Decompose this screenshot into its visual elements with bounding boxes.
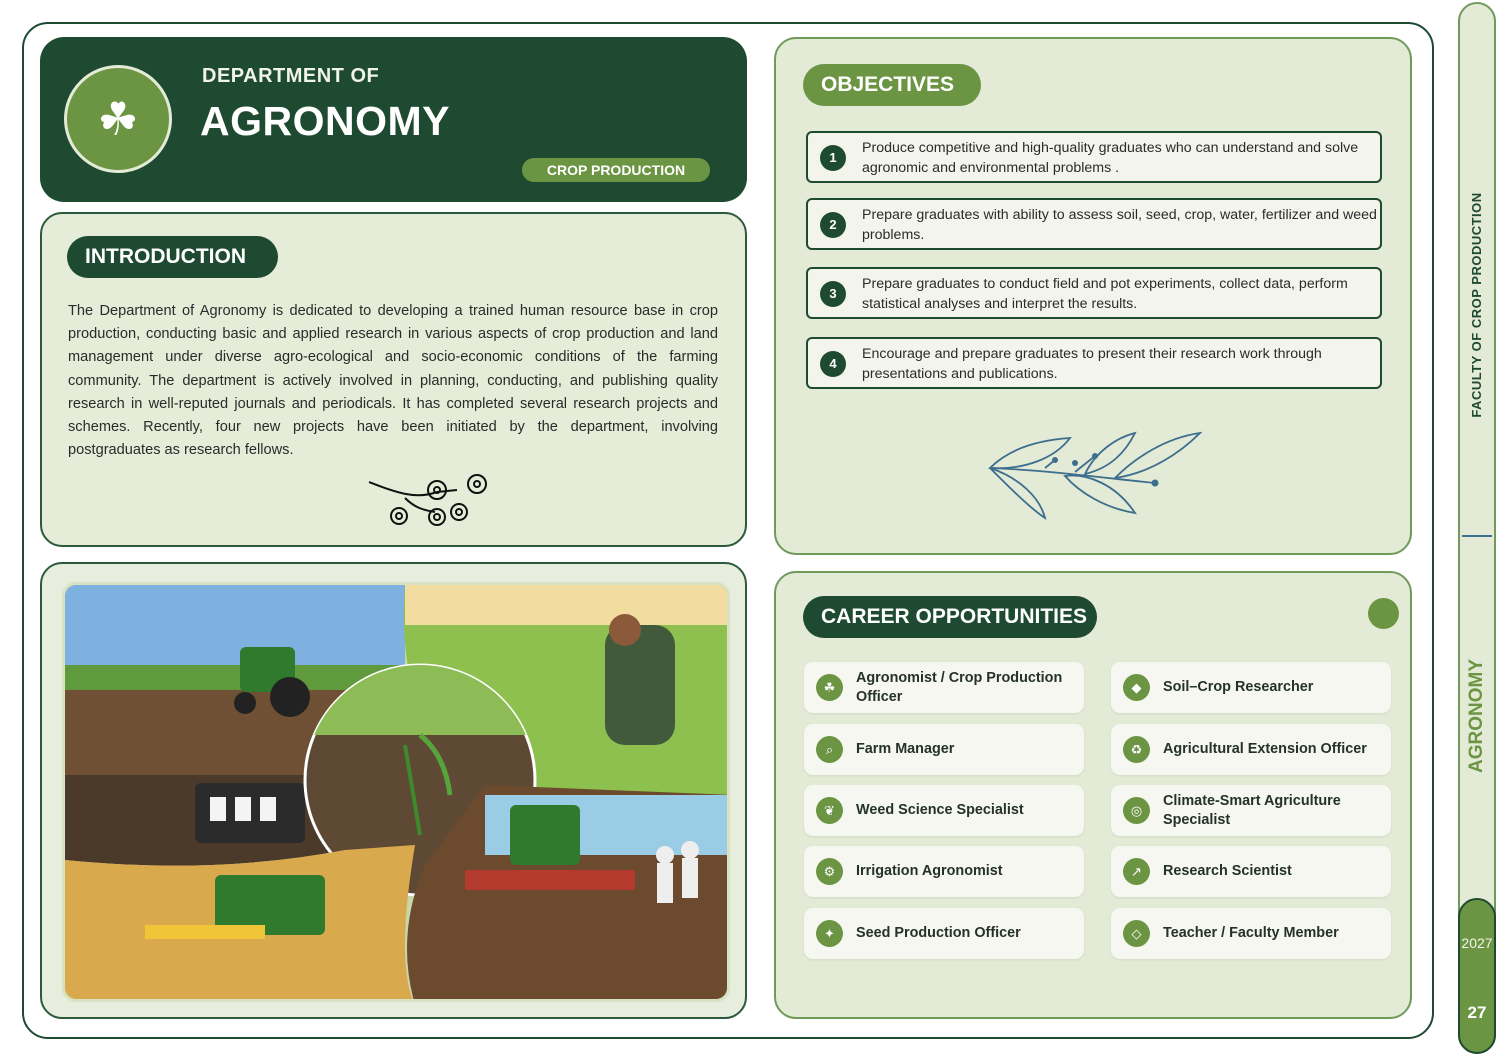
year-label: 2027	[1461, 935, 1493, 951]
career-label: Teacher / Faculty Member	[1163, 925, 1339, 941]
leaf-branch-icon	[985, 428, 1210, 523]
career-card	[1111, 662, 1391, 713]
recycle-icon: ♻	[1123, 736, 1150, 763]
leaf-icon: ❦	[816, 797, 843, 824]
objective-item	[806, 198, 1382, 250]
diamond-outline-icon: ◇	[1123, 920, 1150, 947]
target-icon: ◎	[1123, 797, 1150, 824]
career-card	[1111, 785, 1391, 836]
page-tab	[1458, 898, 1496, 1054]
page-number: 27	[1467, 1003, 1487, 1022]
department-name: AGRONOMY	[200, 98, 450, 144]
objective-item	[806, 267, 1382, 319]
objective-item	[806, 131, 1382, 183]
career-card	[804, 724, 1084, 775]
objective-number: 1	[820, 145, 846, 171]
career-label: Seed Production Officer	[856, 925, 1021, 941]
career-label: Irrigation Agronomist	[856, 863, 1003, 879]
star-icon: ✦	[816, 920, 843, 947]
career-label: Research Scientist	[1163, 863, 1292, 879]
career-label: Weed Science Specialist	[856, 802, 1024, 818]
objective-text: Encourage and prepare graduates to present their research work through presentations and publications.	[862, 346, 1322, 382]
objective-number: 2	[820, 212, 846, 238]
career-card	[1111, 724, 1391, 775]
careers-title: CAREER OPPORTUNITIES	[803, 596, 1097, 638]
career-label: Farm Manager	[856, 741, 955, 757]
gear-icon: ⚙	[816, 858, 843, 885]
objective-text: Produce competitive and high-quality graduates who can understand and solve agronomic and environmental problems .	[862, 140, 1359, 176]
introduction-title: INTRODUCTION	[67, 236, 278, 278]
career-label: Soil–Crop Researcher	[1163, 679, 1314, 695]
sidebar-divider	[1462, 535, 1492, 537]
career-card	[804, 908, 1084, 959]
objective-number: 4	[820, 351, 846, 377]
career-card	[804, 846, 1084, 897]
career-label: Climate-Smart Agriculture Specialist	[1163, 792, 1341, 828]
objectives-title: OBJECTIVES	[803, 64, 981, 106]
faculty-label: FACULTY OF CROP PRODUCTION	[1469, 192, 1484, 418]
decorative-dot	[1368, 598, 1399, 629]
flower-branch-icon	[365, 470, 495, 532]
career-card	[1111, 908, 1391, 959]
search-icon: ⌕	[816, 736, 843, 763]
objective-number: 3	[820, 281, 846, 307]
department-logo	[64, 65, 172, 173]
shamrock-icon: ☘	[97, 93, 139, 145]
career-card	[804, 662, 1084, 713]
department-vertical-label: AGRONOMY	[1466, 659, 1487, 773]
sprout-icon: ☘	[816, 674, 843, 701]
objective-text: Prepare graduates to conduct field and pot experiments, collect data, perform statistical analyses and interpret the results.	[862, 276, 1348, 312]
diamond-icon: ◆	[1123, 674, 1150, 701]
introduction-text: The Department of Agronomy is dedicated to developing a trained human resource base in crop production, conducting basic and applied research in various aspects of crop production and land management under diverse agro-ecological and socio-economic conditions of the farming community. The department is actively involved in planning, conducting, and publishing quality research in well-reputed journals and periodicals. It has completed several research projects and schemes. Recently, four new projects have been initiated by the department, involving postgraduates as research fellows.	[68, 303, 718, 459]
objective-item	[806, 337, 1382, 389]
career-card	[804, 785, 1084, 836]
crop-production-badge: CROP PRODUCTION	[522, 158, 710, 182]
career-card	[1111, 846, 1391, 897]
page-sidebar	[1458, 2, 1496, 1054]
objective-text: Prepare graduates with ability to assess soil, seed, crop, water, fertilizer and weed problems.	[862, 207, 1377, 243]
agriculture-photo-collage	[62, 582, 730, 1002]
career-label: Agricultural Extension Officer	[1163, 741, 1367, 757]
career-label: Agronomist / Crop Production Officer	[856, 669, 1063, 705]
department-of-label: DEPARTMENT OF	[202, 65, 380, 87]
arrow-icon: ↗	[1123, 858, 1150, 885]
